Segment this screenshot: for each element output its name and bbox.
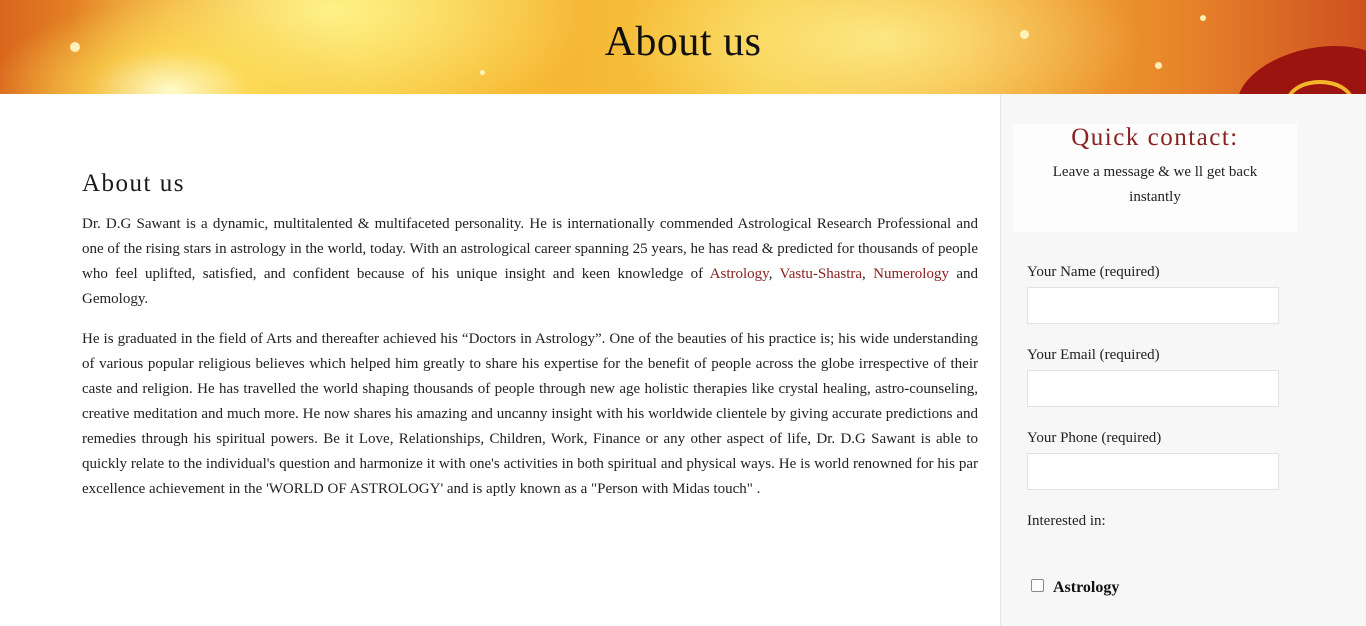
quick-contact-header — [1013, 124, 1297, 232]
interested-label: Interested in: — [1027, 513, 1106, 529]
about-section — [82, 170, 978, 517]
page-banner — [0, 0, 1366, 94]
about-paragraph-1 — [82, 212, 978, 312]
name-input[interactable] — [1027, 287, 1279, 324]
quick-contact-sidebar — [1000, 94, 1366, 626]
numerology-link[interactable]: Numerology — [873, 266, 949, 282]
banner-sparkle-decor — [480, 70, 485, 75]
about-text: Dr. D.G Sawant is a dynamic, multitalented & multifaceted personality. He is internationally commended Astrological Research Professional and one of the rising stars in astrology in the world, today. With an astrological career spanning 25 years, he has read & predicted for thousands of people who feel uplifted, satisfied, and confident because of his unique insight and keen knowledge of — [82, 216, 978, 282]
name-label: Your Name (required) — [1027, 264, 1160, 280]
phone-label: Your Phone (required) — [1027, 430, 1162, 446]
astrology-link[interactable]: Astrology — [709, 266, 769, 282]
quick-contact-subtitle: Leave a message & we ll get back instantly — [1052, 164, 1258, 205]
email-input[interactable] — [1027, 370, 1279, 407]
about-heading: About us — [82, 170, 185, 197]
page-title: About us — [604, 19, 762, 65]
astrology-option-label: Astrology — [1053, 579, 1120, 596]
separator-text: , — [768, 266, 780, 282]
email-label: Your Email (required) — [1027, 347, 1160, 363]
astrology-option[interactable] — [1031, 579, 1119, 597]
vastu-shastra-link[interactable]: Vastu-Shastra — [779, 266, 863, 282]
astrology-checkbox[interactable] — [1031, 579, 1044, 592]
about-text: and Gemology. — [82, 266, 978, 307]
quick-contact-title: Quick contact: — [1071, 124, 1239, 151]
about-paragraph-2: He is graduated in the field of Arts and thereafter achieved his “Doctors in Astrology”. One of the beauties of his practice is; his wide understanding of various popular religious believes which helped him greatly to share his expertise for the benefit of people across the globe irrespective of their caste and religion. He has travelled the world shaping thousands of people through new age holistic therapies like crystal healing, astro-counseling, creative meditation and much more. He now shares his amazing and uncanny insight with his worldwide clientele by giving accurate predictions and remedies through his spiritual powers. Be it Love, Relationships, Children, Work, Finance or any other aspect of life, Dr. D.G Sawant is able to quickly relate to the individual's question and harmonize it with one's activities in both spiritual and physical ways. He is world renowned for his par excellence achievement in the 'WORLD OF ASTROLOGY' and is aptly known as a "Person with Midas touch" . — [82, 331, 978, 497]
phone-input[interactable] — [1027, 453, 1279, 490]
separator-text: , — [862, 266, 874, 282]
